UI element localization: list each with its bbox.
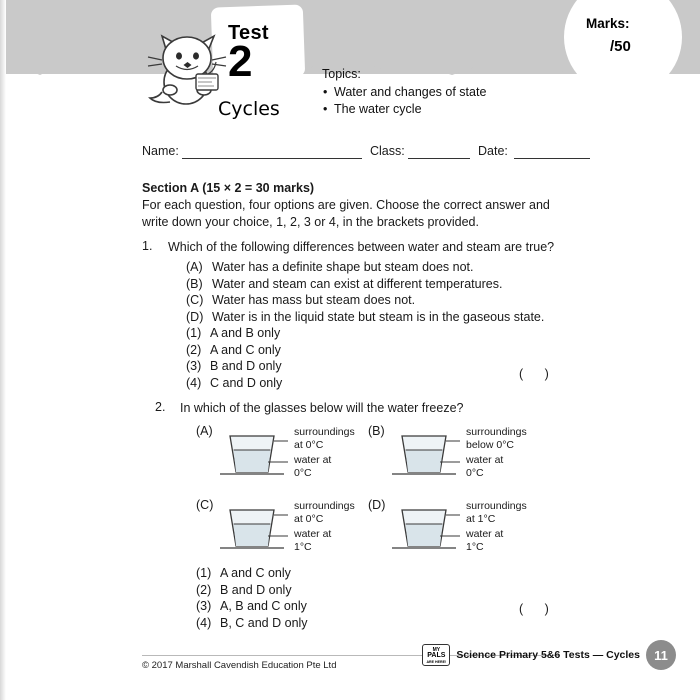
glass-a-icon xyxy=(218,432,288,482)
glass-a-surroundings-tag: surroundings at 0°C xyxy=(294,426,355,451)
logo-line-3: ARE HERE! xyxy=(426,660,447,664)
choice-text: B, C and D only xyxy=(220,615,308,630)
choice-label: (3) xyxy=(196,599,212,613)
choice-label: (2) xyxy=(186,342,202,357)
question-2-stem: In which of the glasses below will the water freeze? xyxy=(180,401,464,415)
question-1-number: 1. xyxy=(142,239,153,253)
choice-label: (4) xyxy=(186,375,202,390)
class-label: Class: xyxy=(370,144,405,158)
statement-row xyxy=(186,259,586,276)
statement-row xyxy=(186,309,586,326)
topics-block xyxy=(322,66,486,118)
section-a-instructions: For each question, four options are given. Choose the correct answer and write down your choice, 1, 2, 3 or 4, in the brackets provided. xyxy=(142,198,550,229)
class-input-rule[interactable] xyxy=(408,158,470,159)
glass-d-icon xyxy=(390,506,460,556)
choice-row[interactable] xyxy=(186,342,486,359)
choice-row[interactable] xyxy=(196,565,496,582)
question-1-answer-brackets[interactable]: ( ) xyxy=(519,367,558,381)
glass-b-icon xyxy=(390,432,460,482)
glass-c-surroundings-tag: surroundings at 0°C xyxy=(294,500,355,525)
statement-label: (B) xyxy=(186,276,203,291)
glass-a-water-tag: water at 0°C xyxy=(294,454,332,479)
glass-c-water-tag: water at 1°C xyxy=(294,528,332,553)
page-spine-shadow xyxy=(0,0,6,700)
glass-c-label: (C) xyxy=(196,498,214,512)
choice-label: (2) xyxy=(196,582,212,597)
choice-label: (1) xyxy=(196,566,212,580)
statement-label: (A) xyxy=(186,260,203,274)
test-topic-title: Cycles xyxy=(218,98,280,120)
question-1-stem: Which of the following differences between water and steam are true? xyxy=(168,240,555,254)
footer-branding xyxy=(422,640,676,670)
date-label: Date: xyxy=(478,144,508,158)
choice-text: A, B and C only xyxy=(220,599,307,613)
statement-text: Water and steam can exist at different temperatures. xyxy=(212,276,503,291)
statement-text: Water has a definite shape but steam does not. xyxy=(212,260,474,274)
glass-b-surroundings-tag: surroundings below 0°C xyxy=(466,426,527,451)
choice-label: (4) xyxy=(196,615,212,630)
choice-text: B and D only xyxy=(220,582,292,597)
glass-d-label: (D) xyxy=(368,498,386,512)
statement-label: (D) xyxy=(186,309,204,324)
glass-c-icon xyxy=(218,506,288,556)
name-input-rule[interactable] xyxy=(182,158,362,159)
marks-label: Marks: xyxy=(586,16,630,31)
choice-text: A and C only xyxy=(210,342,281,357)
test-number: 2 xyxy=(228,37,253,86)
choice-text: A and C only xyxy=(220,566,291,580)
choice-label: (3) xyxy=(186,359,202,373)
name-label: Name: xyxy=(142,144,179,158)
question-1-statements xyxy=(186,259,586,325)
question-2-choices xyxy=(196,565,496,631)
topic-item: • Water and changes of state xyxy=(334,84,486,101)
cat-mascot-icon xyxy=(140,16,236,116)
statement-row xyxy=(186,276,586,293)
choice-row[interactable] xyxy=(196,582,496,599)
glass-a-label: (A) xyxy=(196,424,213,438)
page-number-badge: 11 xyxy=(646,640,676,670)
question-2-answer-brackets[interactable]: ( ) xyxy=(519,602,558,616)
test-word: Test xyxy=(228,22,269,44)
glass-b-label: (B) xyxy=(368,424,385,438)
statement-label: (C) xyxy=(186,293,204,307)
series-title: Science Primary 5&6 Tests — Cycles xyxy=(456,649,640,661)
topics-list xyxy=(322,84,486,118)
choice-row[interactable] xyxy=(186,358,486,375)
choice-row[interactable] xyxy=(186,325,486,342)
glass-b-water-tag: water at 0°C xyxy=(466,454,504,479)
question-2-number: 2. xyxy=(155,400,166,414)
copyright-text: © 2017 Marshall Cavendish Education Pte Ltd xyxy=(142,660,337,671)
question-1-choices xyxy=(186,325,486,391)
glass-d-surroundings-tag: surroundings at 1°C xyxy=(466,500,527,525)
my-pals-logo-icon xyxy=(422,644,450,666)
topics-title: Topics: xyxy=(322,67,361,81)
logo-line-1: MY xyxy=(432,647,441,653)
glass-d-water-tag: water at 1°C xyxy=(466,528,504,553)
choice-row[interactable] xyxy=(186,375,486,392)
choice-row[interactable] xyxy=(196,598,496,615)
date-input-rule[interactable] xyxy=(514,158,590,159)
statement-text: Water has mass but steam does not. xyxy=(212,293,416,307)
choice-label: (1) xyxy=(186,326,202,340)
choice-row[interactable] xyxy=(196,615,496,632)
choice-text: A and B only xyxy=(210,326,281,340)
logo-line-2: PALS xyxy=(427,652,446,659)
choice-text: C and D only xyxy=(210,375,283,390)
topic-item: • The water cycle xyxy=(334,101,486,118)
section-a-heading: Section A (15 × 2 = 30 marks) xyxy=(142,181,315,195)
statement-text: Water is in the liquid state but steam is in the gaseous state. xyxy=(212,309,545,324)
choice-text: B and D only xyxy=(210,359,282,373)
marks-value: /50 xyxy=(610,38,631,55)
statement-row xyxy=(186,292,586,309)
